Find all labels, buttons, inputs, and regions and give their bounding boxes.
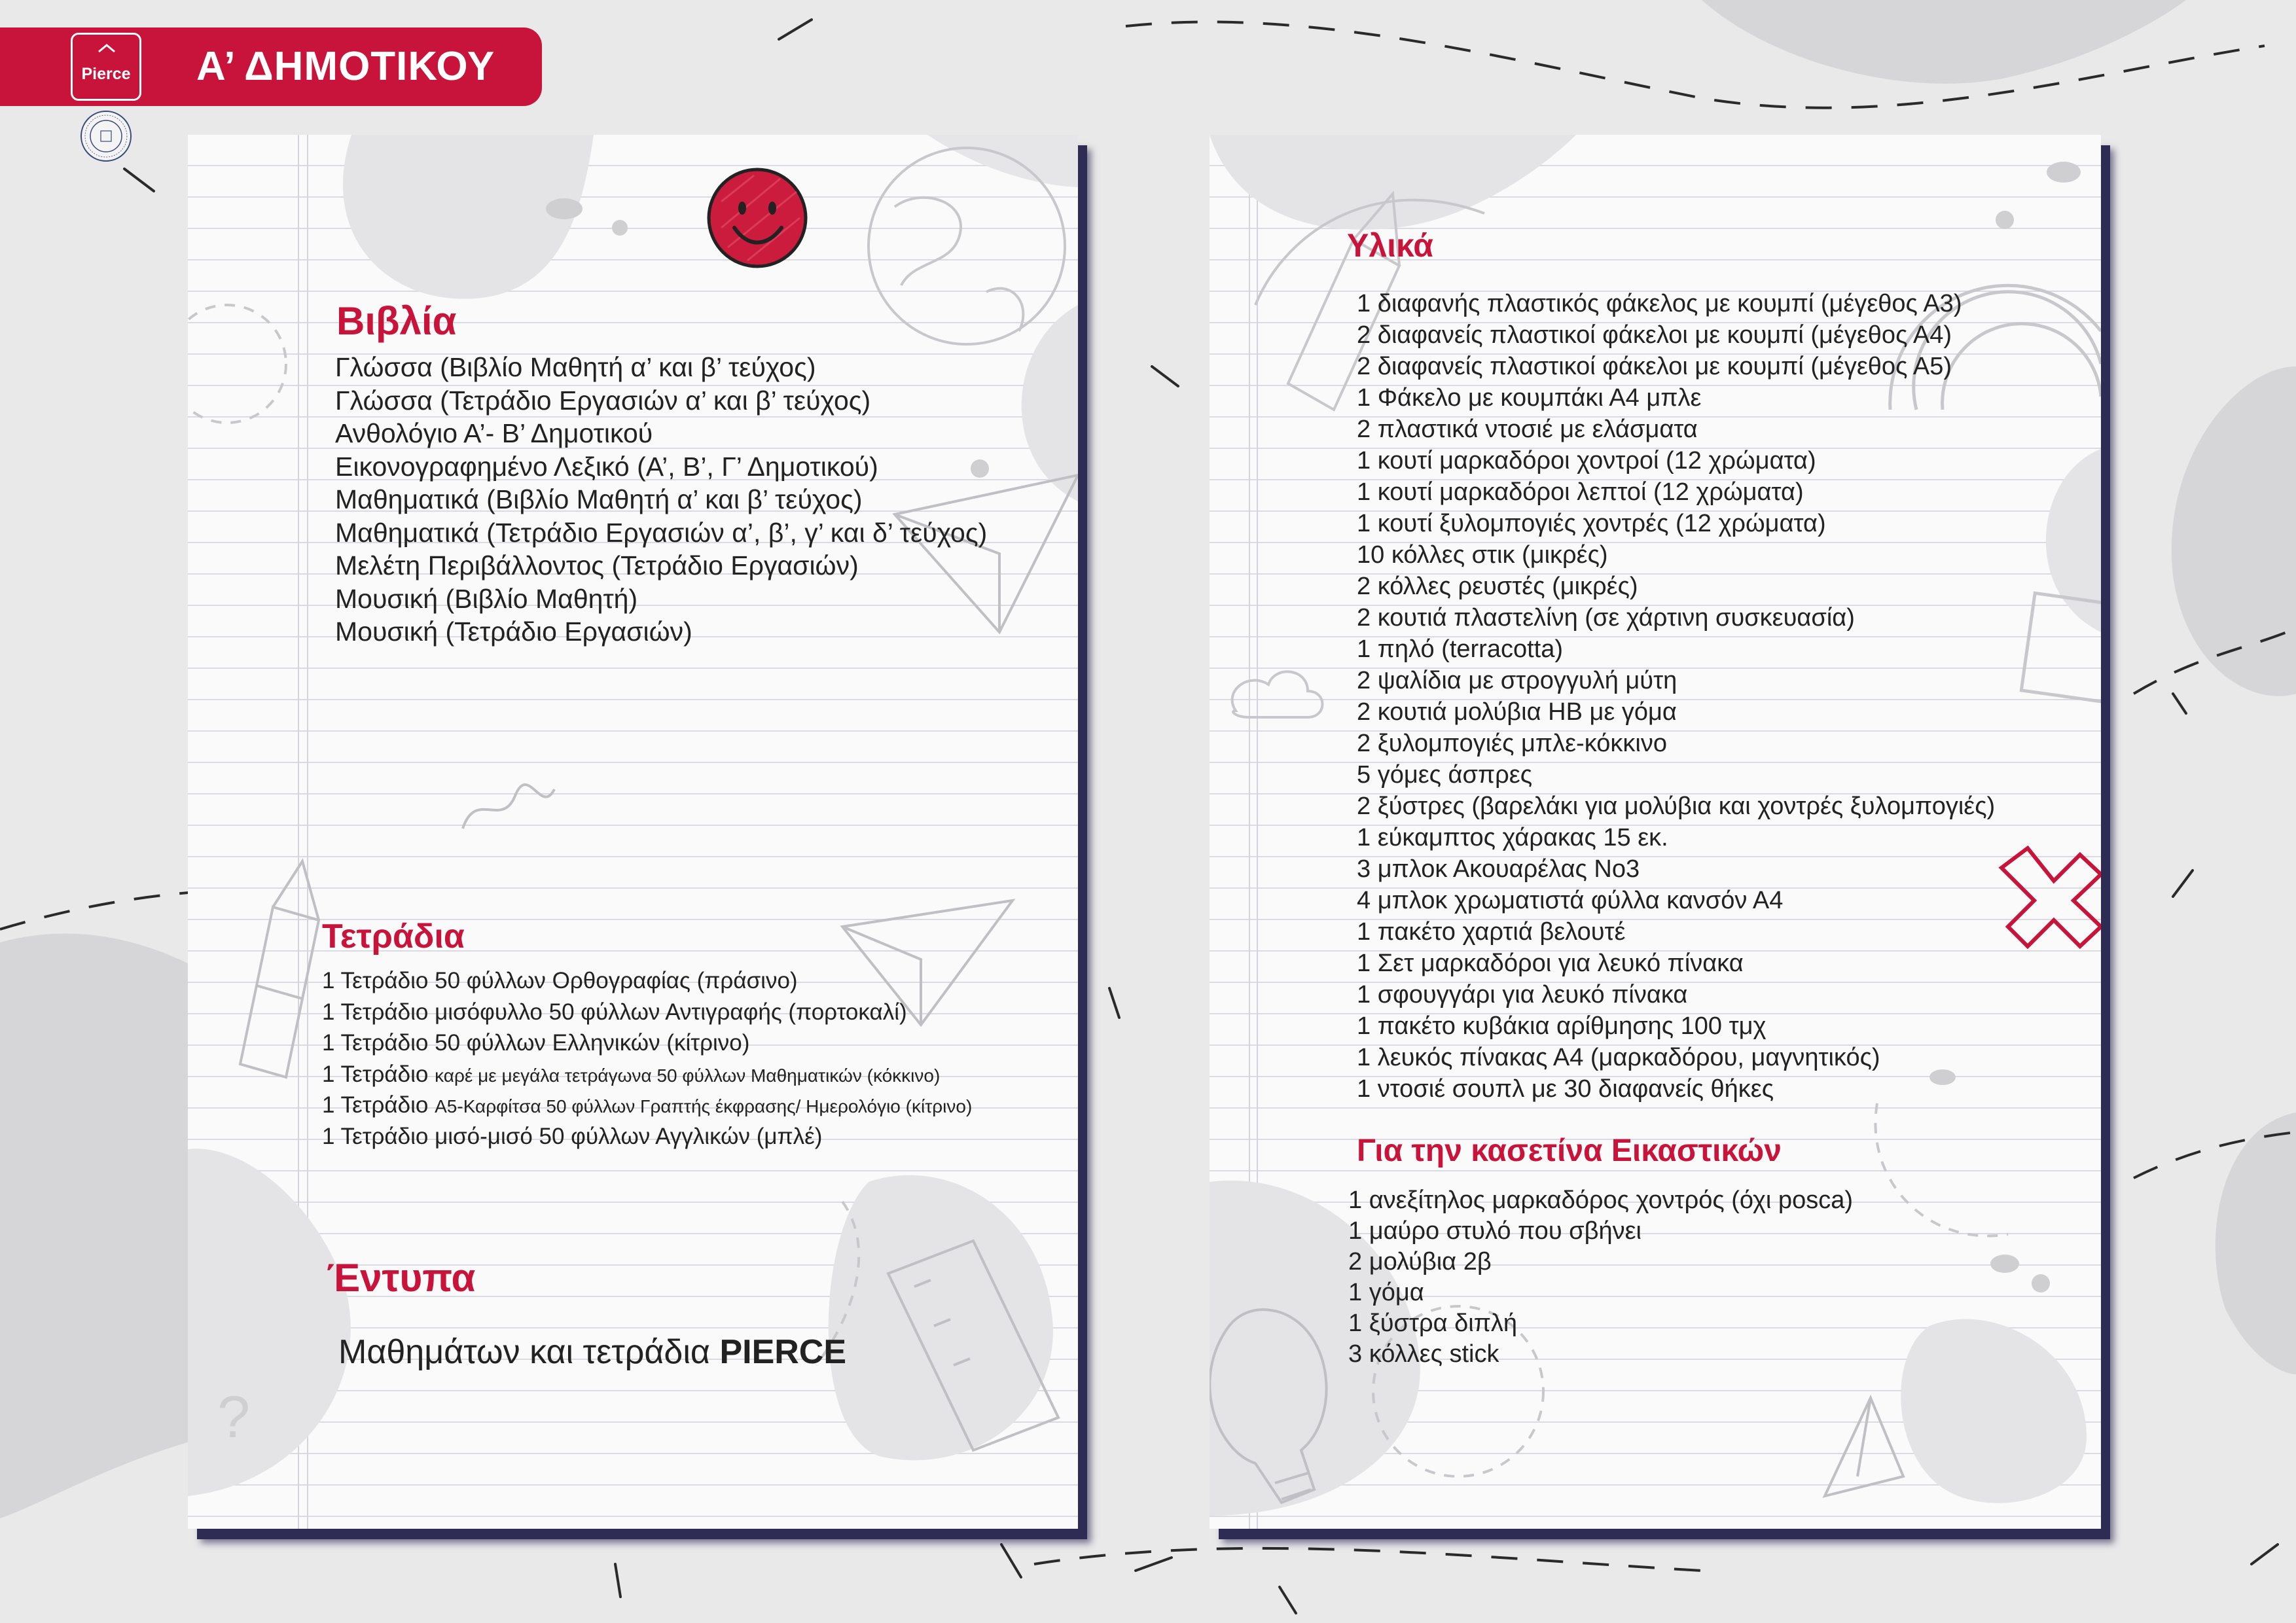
list-item: 1 λευκός πίνακας Α4 (μαρκαδόρου, μαγνητικός): [1357, 1044, 1880, 1071]
forms-title: Έντυπα: [327, 1256, 476, 1300]
list-item: 1 Τετράδιο μισόφυλλο 50 φύλλων Αντιγραφής (πορτοκαλί): [322, 999, 907, 1025]
college-seal-icon: [79, 109, 134, 164]
smiley-icon: [702, 162, 813, 274]
page-title: Α’ ΔΗΜΟΤΙΚΟΥ: [196, 44, 495, 89]
pencil-icon: [240, 861, 319, 1077]
list-item: 1 πακέτο κυβάκια αρίθμησης 100 τμχ: [1357, 1012, 1767, 1040]
list-item: 1 Τετράδιο καρέ με μεγάλα τετράγωνα 50 φύλλων Μαθηματικών (κόκκινο): [322, 1061, 941, 1087]
list-item: Μαθηματικά (Βιβλίο Μαθητή α’ και β’ τεύχος): [335, 484, 863, 514]
list-item: 3 μπλοκ Ακουαρέλας Νο3: [1357, 855, 1640, 883]
list-item: Μελέτη Περιβάλλοντος (Τετράδιο Εργασιών): [335, 550, 859, 580]
list-item: 2 κουτιά μολύβια ΗΒ με γόμα: [1357, 698, 1677, 726]
list-item: 2 ξύστρες (βαρελάκι για μολύβια και χοντρές ξυλομπογιές): [1357, 793, 1996, 820]
list-item: 1 ανεξίτηλος μαρκαδόρος χοντρός (όχι posca): [1348, 1186, 1853, 1214]
right-page: [1210, 135, 2101, 1529]
list-item: Μαθηματικά (Τετράδιο Εργασιών α’, β’, γ’ και δ’ τεύχος): [335, 517, 988, 548]
list-item: 5 γόμες άσπρες: [1357, 761, 1533, 789]
list-item: 1 Τετράδιο 50 φύλλων Ορθογραφίας (πράσινο): [322, 968, 798, 993]
list-item: 10 κόλλες στικ (μικρές): [1357, 541, 1608, 569]
list-item: 1 κουτί ξυλομπογιές χοντρές (12 χρώματα): [1357, 510, 1826, 537]
list-item: 1 Φάκελο με κουμπάκι Α4 μπλε: [1357, 384, 1702, 412]
notebooks-list: [322, 966, 972, 1152]
list-item: 1 σφουγγάρι για λευκό πίνακα: [1357, 981, 1688, 1008]
forms-text: Μαθημάτων και τετράδια PIERCE: [338, 1333, 847, 1371]
list-item: Γλώσσα (Βιβλίο Μαθητή α’ και β’ τεύχος): [335, 352, 816, 382]
list-item: Ανθολόγιο Α’- Β’ Δημοτικού: [335, 418, 653, 448]
list-item: 1 Σετ μαρκαδόροι για λευκό πίνακα: [1357, 950, 1744, 977]
materials-list: [1357, 288, 1995, 1105]
list-item: 1 γόμα: [1348, 1279, 1424, 1306]
x-mark-icon: [2001, 848, 2101, 946]
list-item: 2 κουτιά πλαστελίνη (σε χάρτινη συσκευασία): [1357, 604, 1855, 632]
list-item: 1 Τετράδιο 50 φύλλων Ελληνικών (κίτρινο): [322, 1030, 750, 1056]
globe-icon: [869, 148, 1065, 344]
list-item: 1 διαφανής πλαστικός φάκελος με κουμπί (μέγεθος Α3): [1357, 290, 1962, 317]
list-item: Μουσική (Τετράδιο Εργασιών): [335, 616, 692, 647]
list-item: 1 ντοσιέ σουπλ με 30 διαφανείς θήκες: [1357, 1075, 1774, 1103]
list-item: 2 μολύβια 2β: [1348, 1248, 1492, 1275]
list-item: 1 Τετράδιο Α5-Καρφίτσα 50 φύλλων Γραπτής έκφρασης/ Ημερολόγιο (κίτρινο): [322, 1092, 973, 1118]
list-item: 1 εύκαμπτος χάρακας 15 εκ.: [1357, 824, 1668, 851]
grade-header: [0, 27, 542, 106]
list-item: 2 διαφανείς πλαστικοί φάκελοι με κουμπί (μέγεθος Α5): [1357, 353, 1952, 380]
list-item: 1 κουτί μαρκαδόροι λεπτοί (12 χρώματα): [1357, 478, 1804, 506]
list-item: 1 μαύρο στυλό που σβήνει: [1348, 1217, 1641, 1245]
svg-text:?: ?: [217, 1385, 251, 1450]
list-item: 2 πλαστικά ντοσιέ με ελάσματα: [1357, 416, 1698, 443]
books-title: Βιβλία: [336, 299, 457, 343]
pierce-logo: [71, 33, 141, 101]
notebooks-title: Τετράδια: [322, 918, 465, 955]
logo-text: Pierce: [81, 65, 131, 83]
list-item: 1 κουτί μαρκαδόροι χοντροί (12 χρώματα): [1357, 447, 1816, 474]
list-item: Μουσική (Βιβλίο Μαθητή): [335, 583, 638, 614]
doodle-decoration: [188, 135, 1078, 1529]
list-item: Γλώσσα (Τετράδιο Εργασιών α’ και β’ τεύχος): [335, 385, 871, 416]
list-item: 1 πηλό (terracotta): [1357, 635, 1563, 663]
list-item: 2 ψαλίδια με στρογγυλή μύτη: [1357, 667, 1677, 694]
house-roof-icon: [98, 44, 116, 53]
list-item: 2 ξυλομπογιές μπλε-κόκκινο: [1357, 730, 1667, 757]
list-item: 1 Τετράδιο μισό-μισό 50 φύλλων Αγγλικών (μπλέ): [322, 1123, 823, 1149]
books-list: [335, 351, 987, 649]
materials-title: Υλικά: [1347, 227, 1434, 264]
left-page: [188, 135, 1078, 1529]
list-item: 1 πακέτο χαρτιά βελουτέ: [1357, 918, 1626, 946]
list-item: 1 ξύστρα διπλή: [1348, 1310, 1518, 1337]
list-item: 3 κόλλες stick: [1348, 1340, 1499, 1368]
art-kit-title: Για την κασετίνα Εικαστικών: [1357, 1133, 1782, 1168]
list-item: Εικονογραφημένο Λεξικό (Α’, Β’, Γ’ Δημοτικού): [335, 451, 878, 482]
list-item: 2 κόλλες ρευστές (μικρές): [1357, 573, 1638, 600]
list-item: 2 διαφανείς πλαστικοί φάκελοι με κουμπί (μέγεθος Α4): [1357, 321, 1952, 349]
list-item: 4 μπλοκ χρωματιστά φύλλα κανσόν Α4: [1357, 887, 1784, 914]
art-kit-list: [1348, 1185, 1853, 1370]
